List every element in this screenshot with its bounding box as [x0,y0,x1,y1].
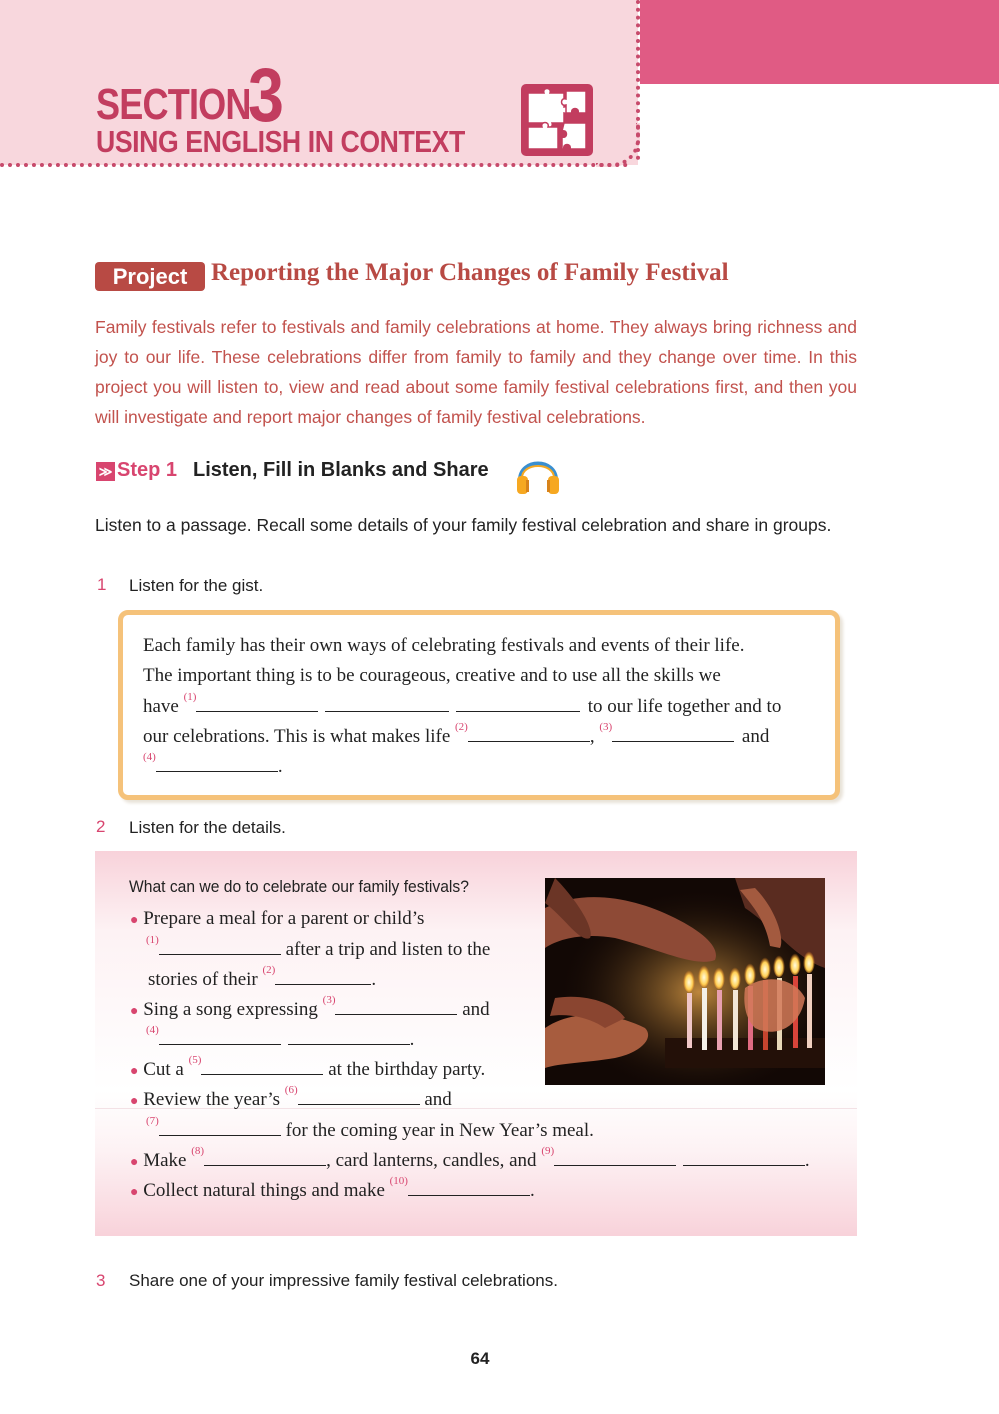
detail-text: . [409,1029,415,1050]
blank-field[interactable] [159,1028,281,1045]
detail-line [148,964,377,991]
detail-text: Prepare a meal for a parent or child’s [143,908,425,929]
detail-text: Review the year’s [143,1089,281,1110]
bullet-icon: ● [130,1064,139,1079]
section-label: SECTION [96,80,251,129]
details-question: What can we do to celebrate our family festivals? [129,877,469,896]
step-arrow-icon: ≫ [96,462,115,481]
blank-marker: (3) [599,721,613,733]
blank-field[interactable] [288,1028,410,1045]
blank-marker: (1) [146,934,159,946]
blank-field[interactable] [159,1119,281,1136]
detail-text: Cut a [143,1059,184,1080]
bullet-icon: ● [130,1004,139,1019]
detail-bullet-item [130,994,490,1021]
detail-bullet-item [130,1175,535,1202]
step-instruction: Listen to a passage. Recall some details of your family festival celebration and share in groups. [95,515,832,535]
blank-marker: (2) [455,721,468,733]
step-label: Step 1 [117,459,178,481]
puzzle-icon [520,83,594,157]
blank-marker: (4) [143,751,156,763]
blank-field[interactable] [612,725,734,742]
header-dotted-border-horizontal [0,163,628,167]
detail-bullet-item [130,908,424,930]
header-accent-band [640,0,999,84]
detail-text: . [804,1150,810,1171]
candles-photo [545,878,825,1085]
gist-text: to our life together and to [587,696,782,717]
blank-marker: (10) [389,1175,408,1187]
blank-field[interactable] [159,938,281,955]
detail-bullet-item [130,1054,486,1081]
item-number: 3 [96,1271,106,1290]
blank-field[interactable] [468,725,590,742]
page-number: 64 [470,1349,490,1368]
detail-text: and [424,1089,452,1110]
detail-text: at the birthday party. [328,1059,486,1080]
blank-marker: (6) [284,1084,298,1096]
detail-text: Collect natural things and make [143,1180,385,1201]
blank-field[interactable] [325,695,449,712]
detail-text: and [462,999,490,1020]
blank-field[interactable] [554,1149,676,1166]
blank-field[interactable] [683,1149,805,1166]
item-text: Listen for the gist. [129,576,264,595]
gist-text: , [589,726,595,747]
blank-marker: (7) [146,1115,159,1127]
blank-field[interactable] [201,1058,323,1075]
gist-line [143,691,782,718]
item-text: Share one of your impressive family festival celebrations. [129,1271,558,1290]
blank-marker: (4) [146,1024,159,1036]
blank-marker: (1) [183,691,197,703]
bullet-icon: ● [130,1094,139,1109]
detail-text: . [529,1180,535,1201]
blank-marker: (2) [262,964,276,976]
gist-line: The important thing is to be courageous, creative and to use all the skills we [143,665,721,686]
project-intro: Family festivals refer to festivals and family celebrations at home. They always bring richness and joy to our life. These celebrations differ from family to family and they change over time. In this project you will listen to, view and read about some family festival celebrations first, and then you will investigate and report major changes of family festival celebrations. [95,317,857,427]
blank-marker: (3) [322,994,336,1006]
project-title: Reporting the Major Changes of Family Festival [211,259,729,286]
gist-line [143,751,283,778]
item-number: 2 [96,817,106,836]
gist-line: Each family has their own ways of celebrating festivals and events of their life. [143,635,745,656]
detail-text: stories of their [148,969,258,990]
detail-text: after a trip and listen to the [285,939,491,960]
item-number: 1 [97,575,107,594]
blank-field[interactable] [204,1149,326,1166]
bullet-icon: ● [130,1155,139,1170]
item-text: Listen for the details. [129,818,286,837]
bullet-icon: ● [130,1185,139,1200]
blank-field[interactable] [156,755,278,772]
detail-text: Sing a song expressing [143,999,318,1020]
bullet-icon: ● [130,913,139,928]
gist-text: . [277,756,283,777]
gist-line [143,721,770,748]
gist-text: have [143,696,179,717]
blank-field[interactable] [298,1088,420,1105]
blank-field[interactable] [408,1179,530,1196]
detail-line [146,1024,415,1051]
gist-text: and [741,726,770,747]
headphones-icon [514,452,562,496]
blank-field[interactable] [335,998,457,1015]
step-title: Listen, Fill in Blanks and Share [193,459,489,481]
project-badge: Project [95,262,205,291]
blank-marker: (9) [541,1145,555,1157]
blank-marker: (5) [188,1054,202,1066]
detail-line [146,934,491,961]
section-subtitle: USING ENGLISH IN CONTEXT [96,124,465,159]
detail-line [146,1115,594,1142]
section-number: 3 [248,53,284,138]
gist-text: our celebrations. This is what makes life [143,726,451,747]
blank-marker: (8) [191,1145,205,1157]
detail-text: for the coming year in New Year’s meal. [285,1120,594,1141]
detail-text: , card lanterns, candles, and [326,1150,537,1171]
blank-field[interactable] [196,695,318,712]
blank-field[interactable] [275,968,371,985]
detail-text: . [371,969,377,990]
detail-bullet-item [130,1145,810,1172]
blank-field[interactable] [456,695,580,712]
detail-bullet-item [130,1084,452,1111]
detail-text: Make [143,1150,187,1171]
